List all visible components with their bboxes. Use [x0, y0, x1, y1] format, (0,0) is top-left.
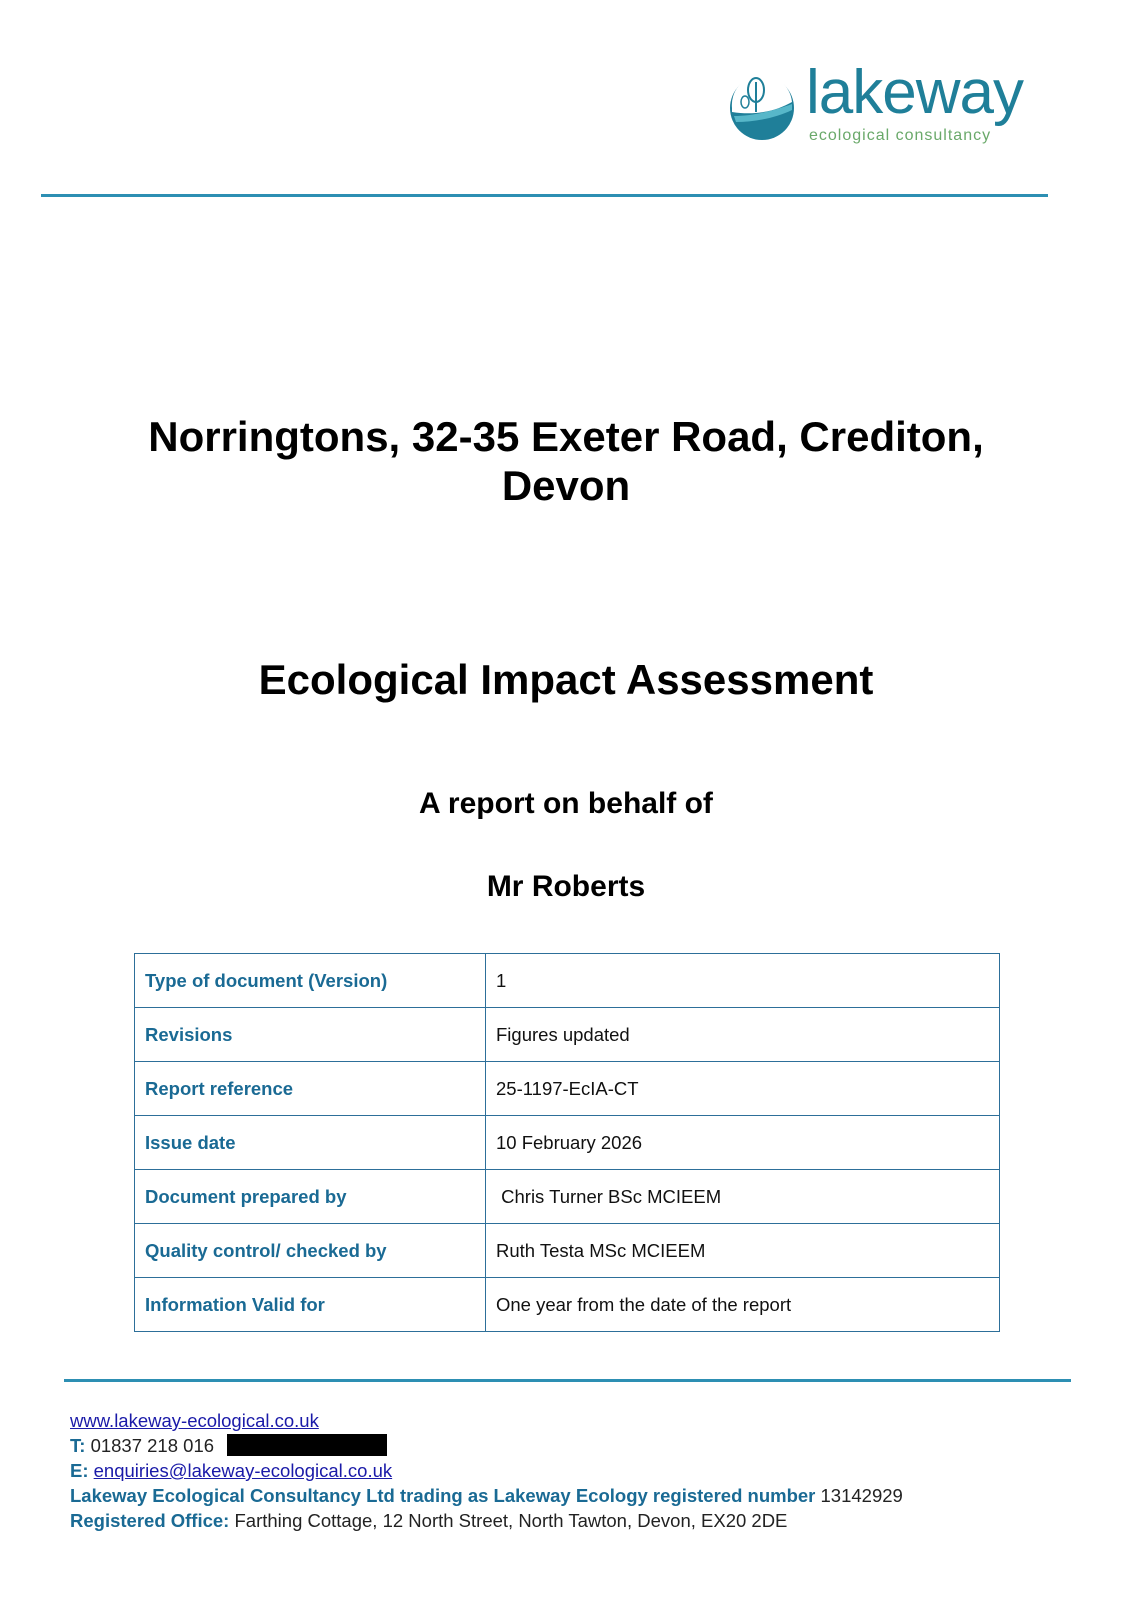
table-row: [135, 1008, 1000, 1062]
document-details-table: [134, 953, 1000, 1332]
client-name: Mr Roberts: [486, 870, 646, 903]
table-row: [135, 1170, 1000, 1224]
logo-tagline: ecological consultancy: [809, 127, 992, 144]
company-logo: [728, 58, 1038, 148]
table-row: [135, 1062, 1000, 1116]
title-line-1: Norringtons, 32-35 Exeter Road, Crediton,: [148, 413, 984, 460]
detail-value: Ruth Testa MSc MCIEEM: [486, 1224, 1000, 1278]
table-row: [135, 1116, 1000, 1170]
office-address: Farthing Cottage, 12 North Street, North Tawton, Devon, EX20 2DE: [234, 1510, 788, 1531]
detail-value: 10 February 2026: [486, 1116, 1000, 1170]
email-label: E:: [70, 1460, 89, 1481]
detail-label: Type of document (Version): [135, 954, 486, 1008]
detail-value: 25-1197-EcIA-CT: [486, 1062, 1000, 1116]
report-title: [60, 412, 1072, 510]
office-label: Registered Office:: [70, 1510, 230, 1531]
table-row: [135, 1224, 1000, 1278]
detail-value: Figures updated: [486, 1008, 1000, 1062]
company-registration-line: Lakeway Ecological Consultancy Ltd trading as Lakeway Ecology registered number: [70, 1485, 816, 1506]
table-row: [135, 954, 1000, 1008]
detail-label: Quality control/ checked by: [135, 1224, 486, 1278]
detail-value: 1: [486, 954, 1000, 1008]
footer-divider: [64, 1379, 1071, 1382]
detail-label: Issue date: [135, 1116, 486, 1170]
report-subtitle: Ecological Impact Assessment: [258, 656, 874, 703]
website-link[interactable]: www.lakeway-ecological.co.uk: [70, 1410, 319, 1431]
header-divider: [41, 194, 1048, 197]
detail-value: One year from the date of the report: [486, 1278, 1000, 1332]
email-link[interactable]: enquiries@lakeway-ecological.co.uk: [93, 1460, 393, 1481]
on-behalf-label: A report on behalf of: [419, 787, 713, 820]
detail-label: Document prepared by: [135, 1170, 486, 1224]
detail-label: Information Valid for: [135, 1278, 486, 1332]
redaction-block: [227, 1434, 387, 1456]
table-row: [135, 1278, 1000, 1332]
title-line-2: Devon: [501, 462, 631, 509]
phone-label: T:: [70, 1435, 86, 1456]
detail-label: Report reference: [135, 1062, 486, 1116]
phone-number: 01837 218 016: [90, 1435, 215, 1456]
detail-value: Chris Turner BSc MCIEEM: [486, 1170, 1000, 1224]
footer-contact: [70, 1408, 903, 1533]
lakeway-emblem-icon: [728, 72, 798, 142]
logo-wordmark: lakeway: [806, 58, 1023, 127]
registration-number: 13142929: [820, 1485, 903, 1506]
detail-label: Revisions: [135, 1008, 486, 1062]
